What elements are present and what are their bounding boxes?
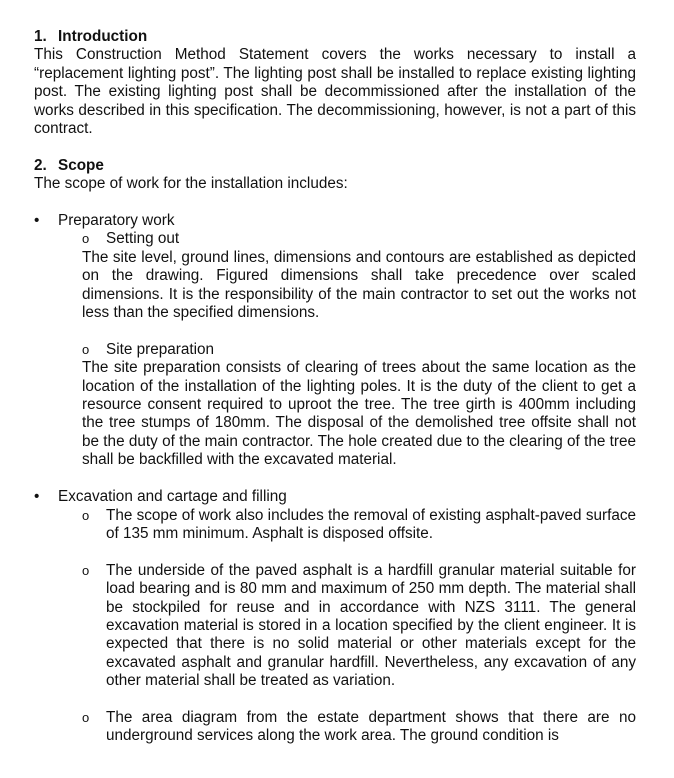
bullet-icon: • <box>34 488 40 506</box>
subitem-asphalt-removal <box>34 507 636 544</box>
sub-bullet-icon: o <box>82 231 90 247</box>
subitem-hardfill <box>34 562 636 691</box>
subitem-site-preparation <box>34 341 636 470</box>
introduction-paragraph: This Construction Method Statement covers the works necessary to install a “replacement lighting post”. The lighting post shall be installed to replace existing lighting post. The existing lighting post shall be decommissioned after the installation of the works described in this specification. The decommissioning, however, is not a part of this contract. <box>34 46 636 138</box>
bullet-icon: • <box>34 212 40 230</box>
section-title: Scope <box>58 156 104 174</box>
subitem-underground-services <box>34 709 636 746</box>
section-heading-introduction <box>34 28 636 46</box>
subitem-title: Site preparation <box>106 340 214 358</box>
subitem-text: The area diagram from the estate department shows that there are no underground services along the work area. The ground condition is <box>106 708 636 745</box>
section-number: 2. <box>34 156 47 174</box>
sub-bullet-icon: o <box>82 562 90 578</box>
subitem-setting-out <box>34 230 636 322</box>
scope-paragraph: The scope of work for the installation includes: <box>34 175 348 193</box>
bullet-excavation <box>34 488 636 506</box>
section-title: Introduction <box>58 28 148 45</box>
bullet-preparatory-work <box>34 212 636 230</box>
subitem-text: The site preparation consists of clearing of trees about the same location as the location of the installation of the lighting poles. It is the duty of the client to get a resource consent required to uproot the tree. The tree girth is 400mm including the tree stumps of 180mm. The disposal of the demolished tree offsite shall not be the duty of the main contractor. The hole created due to the clearing of the tree shall be backfilled with the excavated material. <box>82 359 636 469</box>
sub-bullet-icon: o <box>82 341 90 357</box>
document-page <box>34 28 636 746</box>
subitem-title: Setting out <box>106 230 180 248</box>
subitem-text: The scope of work also includes the removal of existing asphalt-paved surface of 135 mm minimum. Asphalt is disposed offsite. <box>106 506 636 542</box>
subitem-text: The site level, ground lines, dimensions and contours are established as depicted on the drawing. Figured dimensions shall take precedence over scaled dimensions. It is the responsibility of the main contractor to set out the works not less than the specified dimensions. <box>82 248 636 322</box>
subitem-text: The underside of the paved asphalt is a hardfill granular material suitable for load bearing and is 80 mm and maximum of 250 mm depth. The material shall be stockpiled for reuse and in accordance with NZS 3111. The general excavation material is stored in a location specified by the client engineer. It is expected that there is no solid material or other materials except for the excavated asphalt and granular hardfill. Nevertheless, any excavation of any other material shall be treated as variation. <box>106 561 636 690</box>
section-number: 1. <box>34 28 47 45</box>
bullet-label: Excavation and cartage and filling <box>58 488 287 506</box>
section-heading-scope <box>34 157 636 175</box>
sub-bullet-icon: o <box>82 709 90 725</box>
bullet-label: Preparatory work <box>58 212 175 230</box>
sub-bullet-icon: o <box>82 507 90 523</box>
